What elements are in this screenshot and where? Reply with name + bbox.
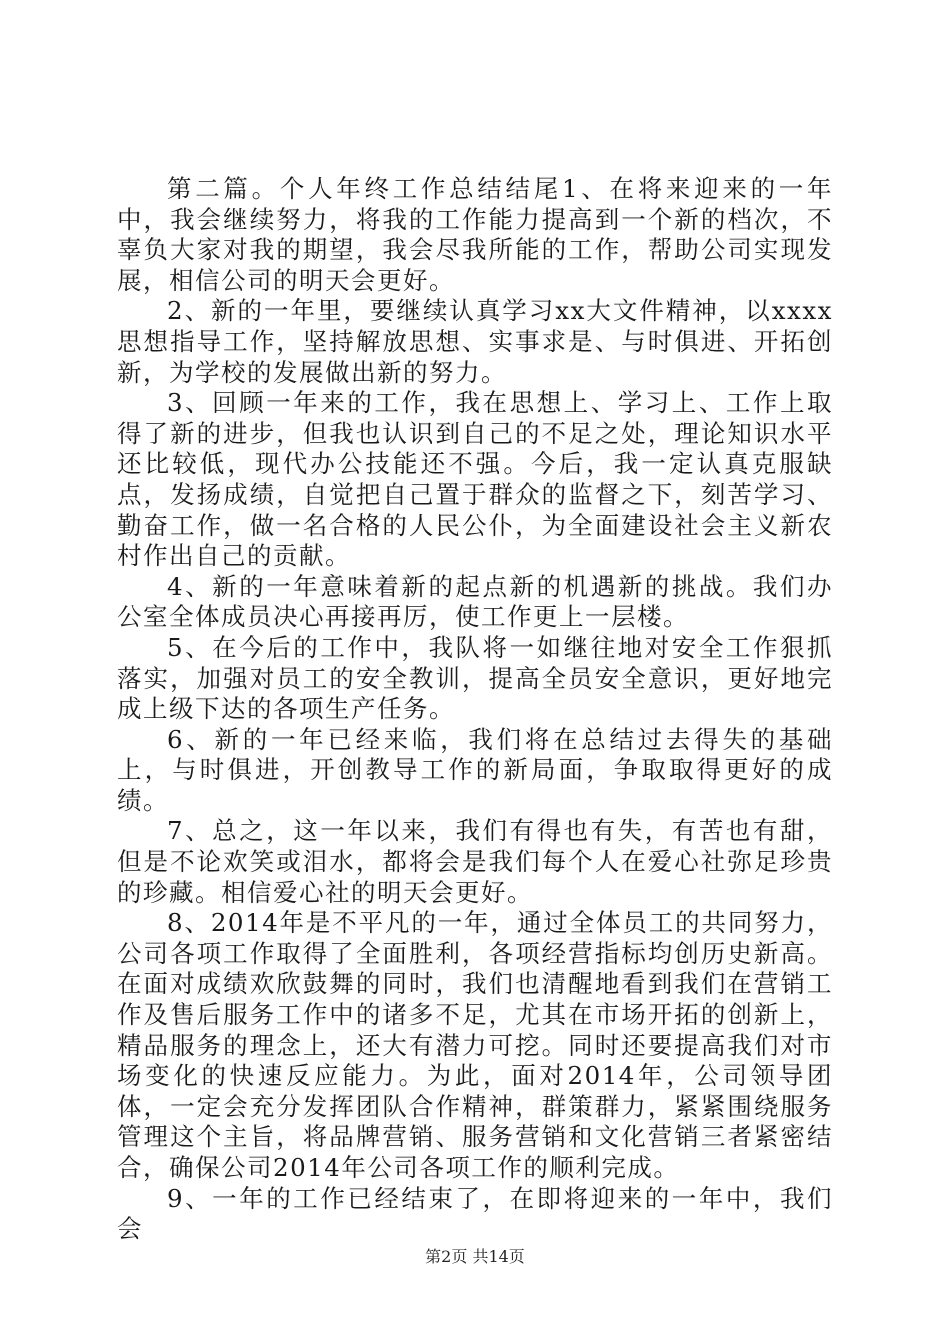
page-footer: 第2页 共14页 (425, 1247, 525, 1266)
paragraph-4: 4、新的一年意味着新的起点新的机遇新的挑战。我们办公室全体成员决心再接再厉，使工作更上一层楼。 (117, 571, 833, 632)
paragraph-6: 6、新的一年已经来临，我们将在总结过去得失的基础上，与时俱进，开创教导工作的新局面，争取取得更好的成绩。 (117, 724, 833, 815)
paragraph-5: 5、在今后的工作中，我队将一如继往地对安全工作狠抓落实，加强对员工的安全教训，提高全员安全意识，更好地完成上级下达的各项生产任务。 (117, 632, 833, 724)
paragraph-9: 9、一年的工作已经结束了，在即将迎来的一年中，我们会 (117, 1183, 833, 1244)
document-body (117, 174, 833, 1245)
paragraph-7: 7、总之，这一年以来，我们有得也有失，有苦也有甜，但是不论欢笑或泪水，都将会是我们每个人在爱心社弥足珍贵的珍藏。相信爱心社的明天会更好。 (117, 816, 833, 907)
paragraph-3: 3、回顾一年来的工作，我在思想上、学习上、工作上取得了新的进步，但我也认识到自己的不足之处，理论知识水平还比较低，现代办公技能还不强。今后，我一定认真克服缺点，发扬成绩，自觉把自己置于群众的监督之下，刻苦学习、勤奋工作，做一名合格的人民公仆，为全面建设社会主义新农村作出自己的贡献。 (117, 388, 833, 571)
paragraph-2: 2、新的一年里，要继续认真学习xx大文件精神，以xxxx思想指导工作，坚持解放思想、实事求是、与时俱进、开拓创新，为学校的发展做出新的努力。 (117, 296, 833, 387)
paragraph-8: 8、2014年是不平凡的一年，通过全体员工的共同努力，公司各项工作取得了全面胜利，各项经营指标均创历史新高。在面对成绩欢欣鼓舞的同时，我们也清醒地看到我们在营销工作及售后服务工作中的诸多不足，尤其在市场开拓的创新上，精品服务的理念上，还大有潜力可挖。同时还要提高我们对市场变化的快速反应能力。为此，面对2014年，公司领导团体，一定会充分发挥团队合作精神，群策群力，紧紧围绕服务管理这个主旨，将品牌营销、服务营销和文化营销三者紧密结合，确保公司2014年公司各项工作的顺利完成。 (117, 908, 833, 1182)
paragraph-1: 第二篇。个人年终工作总结结尾1、在将来迎来的一年中，我会继续努力，将我的工作能力提高到一个新的档次，不辜负大家对我的期望，我会尽我所能的工作，帮助公司实现发展，相信公司的明天会更好。 (117, 174, 833, 295)
